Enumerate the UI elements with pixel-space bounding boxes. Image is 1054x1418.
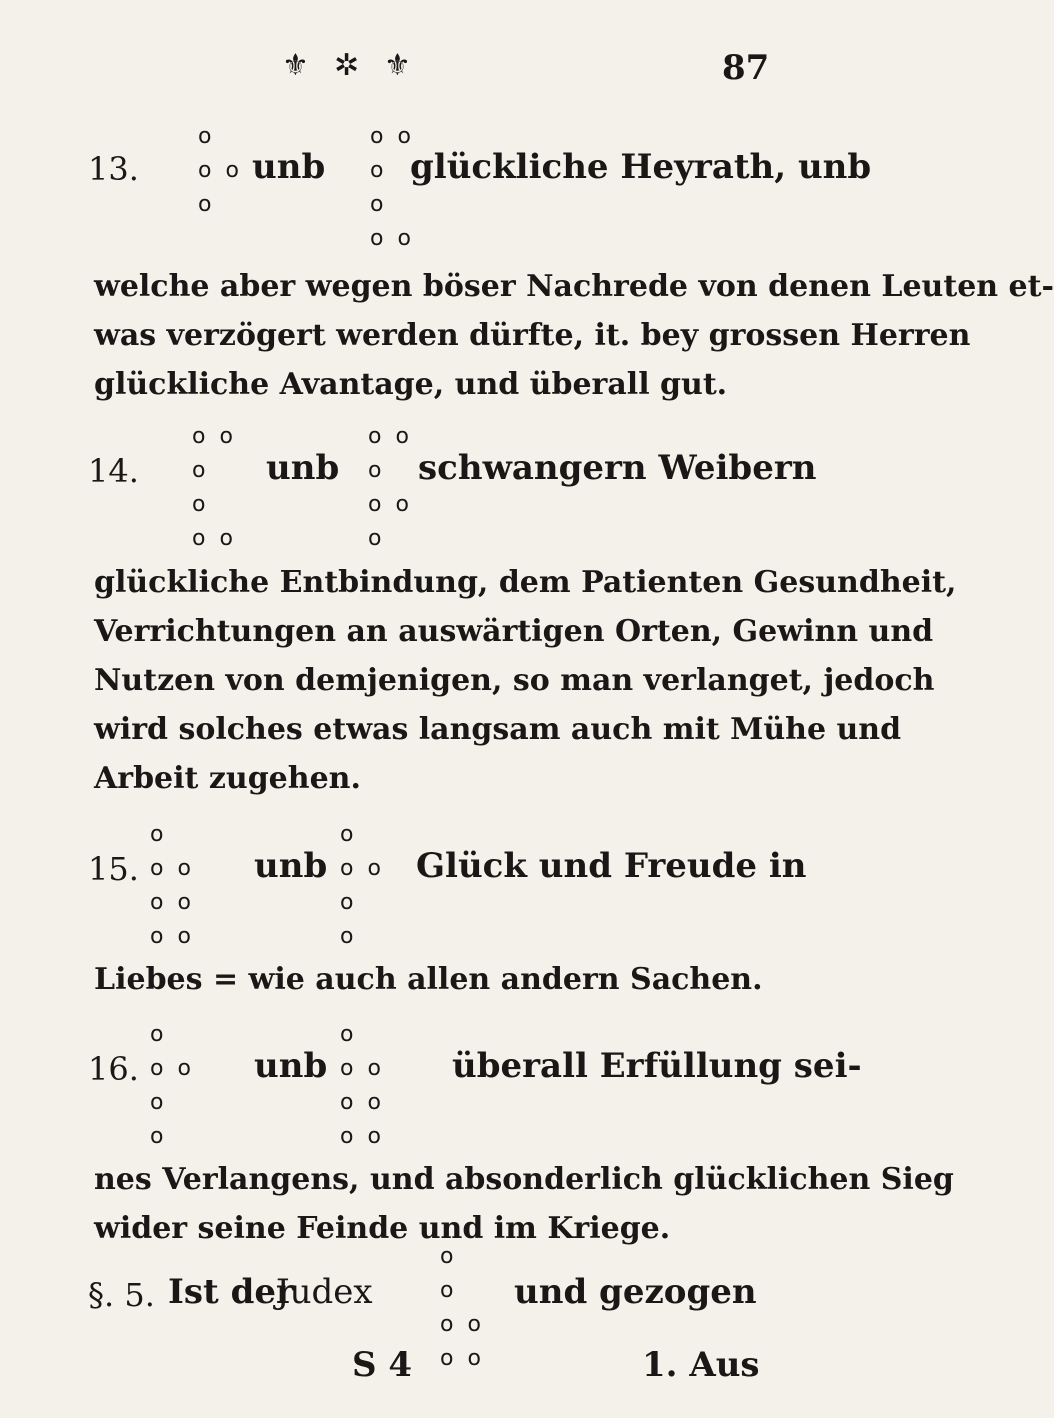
- text-line: wider seine Feinde und im Kriege.: [94, 1211, 671, 1246]
- section-text: [94, 558, 957, 803]
- text-line: was verzögert werden dürfte, it. bey grossen Herren: [94, 318, 971, 353]
- lead-text: Ist der: [168, 1272, 294, 1312]
- connector-word: unb: [254, 1046, 328, 1086]
- geomantic-figure: o o o o o: [150, 1022, 191, 1149]
- paragraph-number: §. 5.: [88, 1276, 155, 1314]
- text-line: glückliche Entbindung, dem Patienten Gesundheit,: [94, 565, 957, 600]
- page-number: 87: [722, 48, 770, 88]
- ornament-left-icon: ⚜: [282, 48, 309, 83]
- text-line: wird solches etwas langsam auch mit Mühe und: [94, 712, 902, 747]
- text-line: nes Verlangens, und absonderlich glücklichen Sieg: [94, 1162, 954, 1197]
- geomantic-figure: o o o o o o: [440, 1244, 481, 1371]
- ornament-right-icon: ⚜: [384, 48, 411, 83]
- geomantic-figure: o o o o o o o: [150, 822, 191, 949]
- connector-word: unb: [254, 846, 328, 886]
- section-number: 16.: [88, 1050, 139, 1088]
- connector-word: unb: [252, 147, 326, 187]
- text-line: Liebes = wie auch allen andern Sachen.: [94, 962, 763, 997]
- geomantic-figure: o o o o o o o: [340, 1022, 381, 1149]
- prediction-phrase: Glück und Freude in: [416, 846, 807, 886]
- section-number: 14.: [88, 452, 139, 490]
- geomantic-figure: o o o o o o: [370, 124, 411, 251]
- geomantic-figure: o o o o o o: [368, 424, 409, 551]
- ornament-center-icon: ✲: [334, 48, 360, 83]
- section-text: [94, 955, 774, 1004]
- judex-term: Judex: [276, 1272, 373, 1312]
- geomantic-figure: o o o o o: [340, 822, 381, 949]
- text-line: Verrichtungen an auswärtigen Orten, Gewinn und: [94, 614, 934, 649]
- text-line: Nutzen von demjenigen, so man verlanget, jedoch: [94, 663, 935, 698]
- prediction-phrase: und gezogen: [514, 1272, 757, 1312]
- text-line: Arbeit zugehen.: [94, 761, 361, 796]
- prediction-phrase: überall Erfüllung sei-: [452, 1046, 862, 1086]
- section-text: [94, 1155, 954, 1253]
- prediction-phrase: glückliche Heyrath, unb: [410, 147, 872, 187]
- prediction-phrase: schwangern Weibern: [418, 448, 817, 488]
- section-number: 13.: [88, 150, 139, 188]
- page-header: [0, 40, 800, 90]
- catchword: 1. Aus: [642, 1345, 760, 1385]
- text-line: welche aber wegen böser Nachrede von denen Leuten et-: [94, 269, 1054, 304]
- text-line: glückliche Avantage, und überall gut.: [94, 367, 728, 402]
- section-text: [94, 262, 1054, 409]
- connector-word: unb: [266, 448, 340, 488]
- geomantic-figure: o o o o: [198, 124, 239, 217]
- section-number: 15.: [88, 850, 139, 888]
- geomantic-figure: o o o o o o: [192, 424, 233, 551]
- signature-mark: S 4: [352, 1345, 413, 1385]
